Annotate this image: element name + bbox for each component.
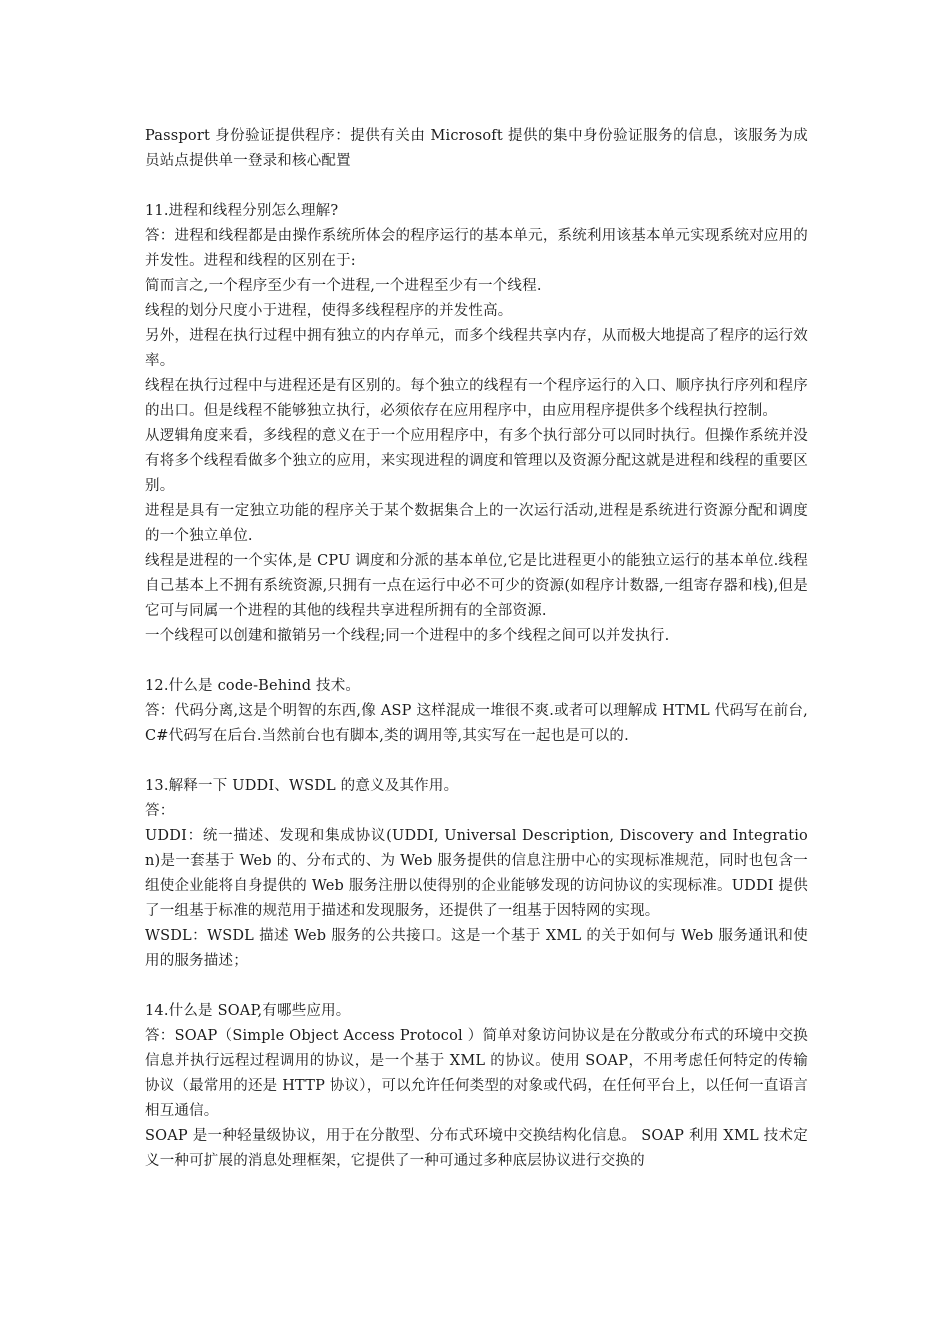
question-13-section: [145, 774, 808, 974]
q13-uddi-paragraph: UDDI：统一描述、发现和集成协议(UDDI, Universal Description, Discovery and Integration)是一套基于 Web 的、分布式的、为 Web 服务提供的信息注册中心的实现标准规范，同时也包含一组使企业能将自身提供的 Web 服务注册以使得别的企业能够发现的访问协议的实现标准。UDDI 提供了一组基于标准的规范用于描述和发现服务，还提供了一组基于因特网的实现。: [145, 828, 808, 919]
question-14-title: 14.什么是 SOAP,有哪些应用。: [145, 1003, 351, 1019]
q11-paragraph: 另外，进程在执行过程中拥有独立的内存单元，而多个线程共享内存，从而极大地提高了程序的运行效率。: [145, 328, 808, 369]
q13-wsdl-paragraph: WSDL：WSDL 描述 Web 服务的公共接口。这是一个基于 XML 的关于如何与 Web 服务通讯和使用的服务描述；: [145, 928, 808, 969]
question-12-section: [145, 674, 808, 749]
q11-paragraph: 线程在执行过程中与进程还是有区别的。每个独立的线程有一个程序运行的入口、顺序执行序列和程序的出口。但是线程不能够独立执行，必须依存在应用程序中，由应用程序提供多个线程执行控制。: [145, 378, 808, 419]
q11-answer-intro: 答：进程和线程都是由操作系统所体会的程序运行的基本单元，系统利用该基本单元实现系统对应用的并发性。进程和线程的区别在于:: [145, 228, 808, 269]
question-11-section: [145, 199, 808, 649]
q11-paragraph: 从逻辑角度来看，多线程的意义在于一个应用程序中，有多个执行部分可以同时执行。但操作系统并没有将多个线程看做多个独立的应用，来实现进程的调度和管理以及资源分配这就是进程和线程的重要区别。: [145, 428, 808, 494]
section-spacer: [145, 174, 808, 199]
document-page: [145, 124, 808, 1174]
q11-paragraph: 一个线程可以创建和撤销另一个线程;同一个进程中的多个线程之间可以并发执行.: [145, 628, 670, 644]
q14-answer: 答：SOAP（Simple Object Access Protocol ）简单对象访问协议是在分散或分布式的环境中交换信息并执行远程过程调用的协议，是一个基于 XML 的协议。使用 SOAP，不用考虑任何特定的传输协议（最常用的还是 HTTP 协议），可以允许任何类型的对象或代码，在任何平台上，以任何一直语言相互通信。: [145, 1028, 808, 1119]
section-spacer: [145, 749, 808, 774]
q11-paragraph: 简而言之,一个程序至少有一个进程,一个进程至少有一个线程.: [145, 278, 542, 294]
section-spacer: [145, 974, 808, 999]
q14-paragraph: SOAP 是一种轻量级协议，用于在分散型、分布式环境中交换结构化信息。 SOAP 利用 XML 技术定义一种可扩展的消息处理框架，它提供了一种可通过多种底层协议进行交换的: [145, 1128, 808, 1169]
q12-answer: 答：代码分离,这是个明智的东西,像 ASP 这样混成一堆很不爽.或者可以理解成 HTML 代码写在前台,C#代码写在后台.当然前台也有脚本,类的调用等,其实写在一起也是可以的.: [145, 703, 808, 744]
q11-paragraph: 线程的划分尺度小于进程，使得多线程程序的并发性高。: [145, 303, 513, 319]
question-11-title: 11.进程和线程分别怎么理解?: [145, 203, 339, 219]
question-13-title: 13.解释一下 UDDI、WSDL 的意义及其作用。: [145, 778, 459, 794]
passport-paragraph: Passport 身份验证提供程序：提供有关由 Microsoft 提供的集中身份验证服务的信息，该服务为成员站点提供单一登录和核心配置: [145, 128, 808, 169]
q11-paragraph: 线程是进程的一个实体,是 CPU 调度和分派的基本单位,它是比进程更小的能独立运行的基本单位.线程自己基本上不拥有系统资源,只拥有一点在运行中必不可少的资源(如程序计数器,一组寄存器和栈),但是它可与同属一个进程的其他的线程共享进程所拥有的全部资源.: [145, 553, 808, 619]
q13-answer-label: 答：: [145, 803, 175, 819]
q11-paragraph: 进程是具有一定独立功能的程序关于某个数据集合上的一次运行活动,进程是系统进行资源分配和调度的一个独立单位.: [145, 503, 808, 544]
question-12-title: 12.什么是 code-Behind 技术。: [145, 678, 361, 694]
section-spacer: [145, 649, 808, 674]
question-14-section: [145, 999, 808, 1174]
